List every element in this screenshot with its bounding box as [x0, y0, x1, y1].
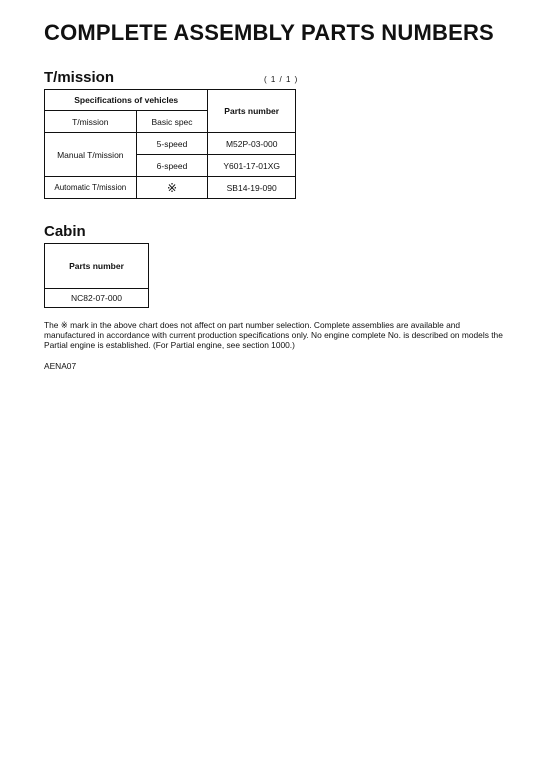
header-specifications: Specifications of vehicles [45, 90, 208, 111]
subheader-basic-spec: Basic spec [136, 111, 208, 133]
cell-basic-spec: 5-speed [136, 133, 208, 155]
cell-tmission: Automatic T/mission [45, 177, 137, 199]
cabin-parts-table [44, 243, 149, 308]
cell-parts-number: SB14-19-090 [208, 177, 296, 199]
header-parts-number: Parts number [208, 90, 296, 133]
cell-tmission: Manual T/mission [45, 133, 137, 177]
tmission-section-title: T/mission [44, 69, 115, 86]
cabin-section-title: Cabin [44, 223, 86, 240]
page-title: COMPLETE ASSEMBLY PARTS NUMBERS [44, 20, 494, 45]
cell-parts-number: NC82-07-000 [45, 289, 149, 308]
cell-parts-number: Y601-17-01XG [208, 155, 296, 177]
footnote: The ※ mark in the above chart does not affect on part number selection. Complete assemblies are available and manufactured in accordance with current production specifications only. No engine complete No. is described on models the Partial engine is established. (For Partial engine, see section 1000.) [44, 320, 503, 350]
subheader-tmission: T/mission [45, 111, 137, 133]
tmission-parts-table [44, 89, 296, 199]
cell-parts-number: M52P-03-000 [208, 133, 296, 155]
cell-basic-spec: ※ [136, 177, 208, 199]
page-count: ( 1 / 1 ) [264, 75, 299, 84]
table-row [45, 177, 296, 199]
document-code: AENA07 [44, 361, 77, 371]
header-parts-number: Parts number [45, 244, 149, 289]
table-row [45, 133, 296, 155]
cell-basic-spec: 6-speed [136, 155, 208, 177]
table-row [45, 289, 149, 308]
